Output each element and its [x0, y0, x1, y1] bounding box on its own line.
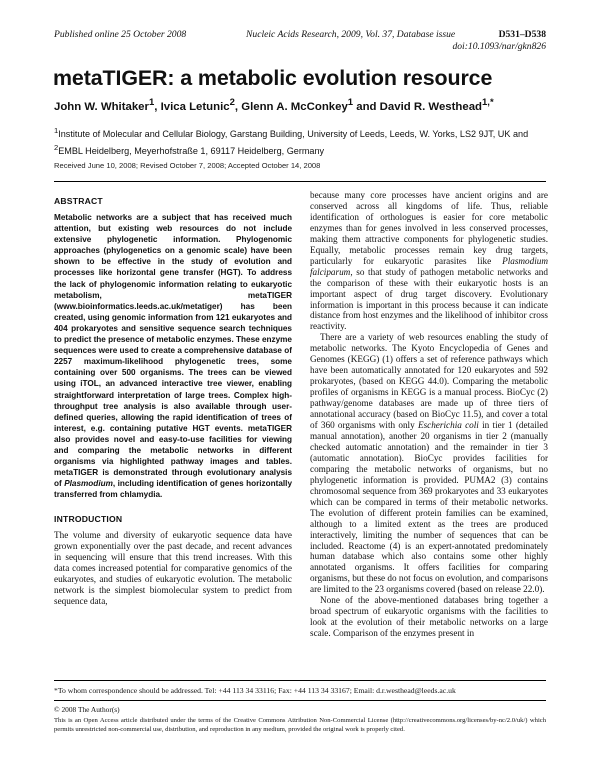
author-name: Ivica Letunic: [160, 100, 230, 113]
abstract-italic: Plasmodium: [64, 479, 113, 489]
affiliation: EMBL Heidelberg, Meyerhofstraße 1, 69117 Heidelberg, Germany: [58, 146, 325, 157]
author-list: John W. Whitaker$^1$, Ivica Letunic$^2$, Glenn A. McConkey$^1$ and David R. Westhead$^{1,*}$: [54, 97, 494, 113]
text-run: in tier 1 (detailed manual annotation), another 20 organisms in tier 2 (manually checked automatic annotation) and the remainder in tier 3 (automatic annotation). BioCyc provides facilities for comparing the metabolic networks of organisms, but no phylogenetic information is provided. PUMA2 (3) contains chromosomal sequence from 369 prokaryotes and 33 eukaryotes which can be compared in terms of their metabolic networks. The evolution of different protein families can be examined, although to a limited extent as the trees are produced interactively, limiting the number of sequences that can be included. Reactome (4) is an expert-annotated predominately human database which also contains some other highly annotated organisms. It offers facilities for comparing organisms, but these do not focus on evolution, and comparisons are limited to the 23 organisms covered (based on release 22.0).: [310, 420, 548, 595]
affiliations: [54, 124, 554, 158]
author-affil-sup: 2: [229, 97, 235, 108]
right-column: [310, 190, 548, 639]
introduction-text: The volume and diversity of eukaryotic sequence data have grown exponentially over the past decade, and recent advances in sequencing will ensure that this trend increases. With this data comes increased potential for comparative genomics of the eukaryotes, and studies of eukaryotic evolution. The metabolic network is the simplest biomolecular system to predict from sequence data,: [54, 530, 292, 607]
affiliation: Institute of Molecular and Cellular Biology, Garstang Building, University of Leeds, Leeds, W. Yorks, LS2 9JT, UK and: [58, 129, 529, 140]
abstract-body: Metabolic networks are a subject that has received much attention, but existing web resources do not include extensive phylogenetic information. Phylogenomic approaches (phylogenetics on a genomic scale) have been shown to be effective in the study of evolution and processes like horizontal gene transfer (HGT). To address the lack of phylogenomic information relating to eukaryotic metabolism, metaTIGER (www.bioinformatics.leeds.ac.uk/metatiger) has been created, using genomic information from 121 eukaryotes and 404 prokaryotes and sensitive sequence search techniques to predict the presence of metabolic enzymes. These enzyme sequences were used to create a comprehensive database of 2257 maximum-likelihood phylogenetic trees, some containing over 500 organisms. The trees can be viewed using iTOL, an advanced interactive tree viewer, enabling straightforward interpretation of large trees. Complex high-throughput tree analysis is also available through user-defined queries, allowing the rapid identification of trees of interest, e.g. containing putative HGT events. metaTIGER also provides novel and easy-to-use facilities for viewing and comparing the metabolic networks in different organisms via highlighted pathway images and tables. metaTIGER is demonstrated through evolutionary analysis of: [54, 213, 292, 489]
author-affil-sup: 1: [347, 97, 354, 108]
paragraph: [310, 190, 548, 332]
correspondence-footnote: *To whom correspondence should be addressed. Tel: +44 113 34 33116; Fax: +44 113 34 33167; Email: d.r.westhead@leeds.ac.uk: [54, 686, 456, 695]
header-divider: [54, 181, 546, 182]
species-name: Escherichia coli: [417, 420, 479, 431]
paragraph: None of the above-mentioned databases bring together a broad spectrum of eukaryotic organisms with the facilities to look at the evolution of their metabolic networks on a large scale. Comparison of the enzymes present in: [310, 595, 548, 639]
abstract-end: , including identification of genes horizontally transferred from chlamydia.: [54, 479, 293, 500]
paragraph: [310, 332, 548, 595]
text-run: There are a variety of web resources enabling the study of metabolic networks. The Kyoto Encyclopedia of Genes and Genomes (KEGG) (1) offers a set of reference pathways which have been automatically annotated for 120 eukaryotes and 592 prokaryotes, (based on KEGG 44.0). Comparing the metabolic profiles of organisms in KEGG is a manual process. BioCyc (2) pathway/genome databases are made up of three tiers of annotational accuracy (based on BioCyc 11.5), and cover a total of 360 organisms with only: [310, 332, 548, 431]
license-text: This is an Open Access article distributed under the terms of the Creative Commons Attribution Non-Commercial License (http://creativecommons.org/licenses/by-nc/2.0/uk/) which permits unrestricted non-commercial use, distribution, and reproduction in any medium, provided the original work is properly cited.: [54, 717, 546, 733]
affil-sup: 2: [54, 143, 59, 153]
text-run: because many core processes have ancient origins and are conserved across all kingdoms of life. Thus, reliable identification of orthologues is easier for core metabolic enzymes than for genes involved in less conserved processes, making them attractive components for phylogenetic studies. Equally, metabolic processes remain key drug targets, particularly for eukaryotic parasites like: [310, 190, 548, 266]
species-name: Plasmodium falciparum: [310, 255, 549, 277]
paper-title: metaTIGER: a metabolic evolution resource: [53, 66, 493, 90]
left-column: [54, 196, 292, 607]
author-name: John W. Whitaker: [54, 100, 149, 113]
author-affil-sup: 1: [148, 97, 155, 108]
journal-citation: Nucleic Acids Research, 2009, Vol. 37, Database issue: [246, 29, 456, 40]
abstract-text: [54, 212, 292, 500]
page-range: D531–D538: [498, 29, 546, 40]
copyright: © 2008 The Author(s): [54, 705, 120, 714]
abstract-heading: ABSTRACT: [54, 196, 103, 206]
received-dates: Received June 10, 2008; Revised October 7, 2008; Accepted October 14, 2008: [54, 161, 321, 170]
published-date: Published online 25 October 2008: [54, 29, 187, 40]
author-name: David R. Westhead: [379, 100, 483, 113]
author-name: Glenn A. McConkey: [241, 100, 348, 113]
author-affil-sup: 1,*: [482, 97, 494, 108]
affil-sup: 1: [54, 126, 59, 135]
doi: doi:10.1093/nar/gkn826: [452, 41, 546, 52]
footnote-divider: [54, 680, 546, 681]
introduction-heading: INTRODUCTION: [54, 514, 123, 525]
text-run: , so that study of pathogen metabolic networks and the comparison of these with their eukaryotic hosts is an important aspect of drug target discovery. Evolutionary information is important in this process because it can indicate distance from host enzymes and the likelihood of inhibitor cross reactivity.: [310, 266, 548, 332]
copyright-divider: [54, 700, 546, 701]
